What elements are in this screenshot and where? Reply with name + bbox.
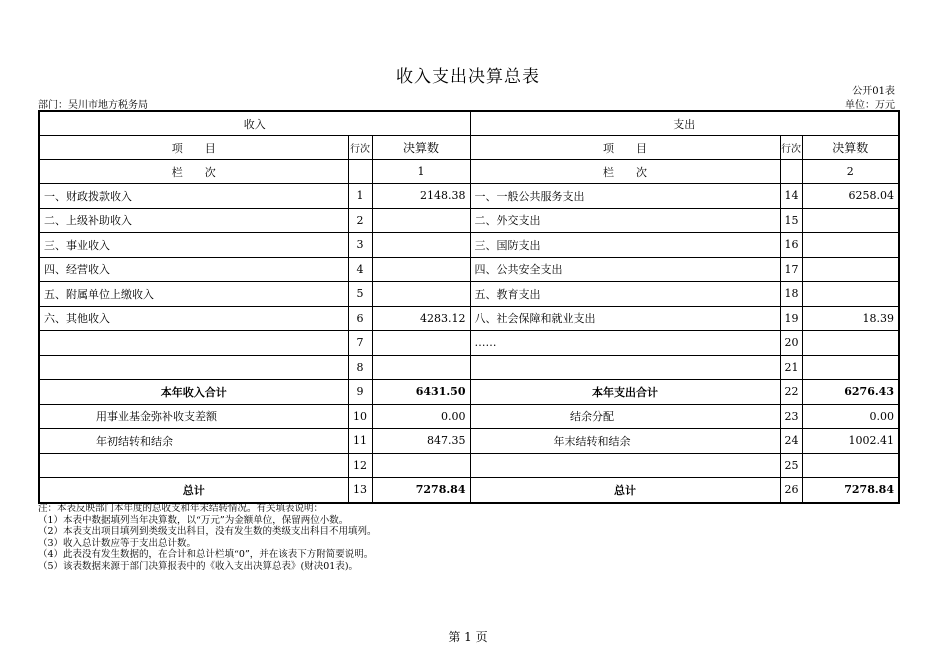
- column-index-row: [39, 160, 899, 184]
- expense-row-no-cell: 22: [780, 380, 802, 405]
- expense-item-header: 项 目: [470, 136, 780, 160]
- table-row: [39, 380, 899, 405]
- table-row: [39, 233, 899, 258]
- section-header-row: [39, 111, 899, 136]
- income-amount-cell: 2148.38: [372, 184, 470, 209]
- income-row-no-header: 行次: [348, 136, 372, 160]
- expense-amount-cell: [802, 257, 899, 282]
- department-label: 部门：吴川市地方税务局: [38, 100, 148, 111]
- table-row: [39, 404, 899, 429]
- income-row-no-cell: 12: [348, 453, 372, 478]
- expense-row-no-cell: 19: [780, 306, 802, 331]
- income-amount-cell: [372, 257, 470, 282]
- expense-item-cell: 结余分配: [470, 404, 780, 429]
- income-item-cell: 本年收入合计: [39, 380, 348, 405]
- table-row: [39, 331, 899, 356]
- income-amount-cell: [372, 282, 470, 307]
- table-body: [39, 184, 899, 503]
- expense-item-cell: 三、国防支出: [470, 233, 780, 258]
- expense-row-no-cell: 17: [780, 257, 802, 282]
- expense-row-no-cell: 25: [780, 453, 802, 478]
- expense-row-no-cell: 20: [780, 331, 802, 356]
- expense-item-cell: 五、教育支出: [470, 282, 780, 307]
- table-row: [39, 355, 899, 380]
- table-row: [39, 257, 899, 282]
- expense-amount-cell: [802, 233, 899, 258]
- table-row: [39, 208, 899, 233]
- table-row: [39, 453, 899, 478]
- income-item-cell: 一、财政拨款收入: [39, 184, 348, 209]
- expense-section-header: 支出: [470, 111, 899, 136]
- income-amount-cell: [372, 331, 470, 356]
- expense-amount-cell: 0.00: [802, 404, 899, 429]
- table-row: [39, 478, 899, 503]
- income-row-no-cell: 5: [348, 282, 372, 307]
- page-title: 收入支出决算总表: [396, 67, 540, 87]
- expense-amount-cell: [802, 453, 899, 478]
- notes-section: [38, 503, 377, 573]
- expense-amount-cell: [802, 331, 899, 356]
- income-row-no-cell: 3: [348, 233, 372, 258]
- unit-label: 单位：万元: [845, 100, 895, 111]
- expense-item-cell: 四、公共安全支出: [470, 257, 780, 282]
- expense-column-index-blank: [780, 160, 802, 184]
- income-row-no-cell: 2: [348, 208, 372, 233]
- income-amount-cell: 4283.12: [372, 306, 470, 331]
- income-row-no-cell: 11: [348, 429, 372, 454]
- income-amount-cell: [372, 453, 470, 478]
- income-row-no-cell: 9: [348, 380, 372, 405]
- expense-row-no-cell: 15: [780, 208, 802, 233]
- income-row-no-cell: 8: [348, 355, 372, 380]
- note-line: （1）本表中数据填列当年决算数，以“万元”为金额单位，保留两位小数。: [38, 514, 349, 526]
- expense-item-cell: 年末结转和结余: [470, 429, 780, 454]
- income-row-no-cell: 4: [348, 257, 372, 282]
- income-item-header: 项 目: [39, 136, 348, 160]
- column-header-row: [39, 136, 899, 160]
- expense-row-no-header: 行次: [780, 136, 802, 160]
- table-row: [39, 282, 899, 307]
- income-amount-header: 决算数: [372, 136, 470, 160]
- income-item-cell: 年初结转和结余: [39, 429, 348, 454]
- expense-row-no-cell: 23: [780, 404, 802, 429]
- note-line: 注：本表反映部门本年度的总收支和年末结转情况。有关填表说明：: [38, 503, 324, 514]
- income-column-index: 1: [372, 160, 470, 184]
- income-row-no-cell: 13: [348, 478, 372, 503]
- income-row-no-cell: 7: [348, 331, 372, 356]
- expense-column-index: 2: [802, 160, 899, 184]
- expense-row-no-cell: 24: [780, 429, 802, 454]
- expense-row-no-cell: 18: [780, 282, 802, 307]
- income-amount-cell: 7278.84: [372, 478, 470, 503]
- income-expense-table: [38, 110, 900, 504]
- income-amount-cell: [372, 233, 470, 258]
- expense-amount-cell: [802, 208, 899, 233]
- table-row: [39, 429, 899, 454]
- income-amount-cell: 847.35: [372, 429, 470, 454]
- expense-amount-cell: 18.39: [802, 306, 899, 331]
- income-column-label: 栏 次: [39, 160, 348, 184]
- expense-row-no-cell: 21: [780, 355, 802, 380]
- note-line: （4）此表没有发生数据的，在合计和总计栏填“0”，并在该表下方附简要说明。: [38, 549, 374, 561]
- expense-amount-cell: 1002.41: [802, 429, 899, 454]
- income-amount-cell: [372, 208, 470, 233]
- income-item-cell: 六、其他收入: [39, 306, 348, 331]
- expense-row-no-cell: 14: [780, 184, 802, 209]
- expense-item-cell: [470, 453, 780, 478]
- income-amount-cell: 6431.50: [372, 380, 470, 405]
- income-amount-cell: 0.00: [372, 404, 470, 429]
- form-number: 公开01表: [852, 86, 895, 97]
- expense-item-cell: [470, 355, 780, 380]
- expense-amount-header: 决算数: [802, 136, 899, 160]
- note-line: （3）收入总计数应等于支出总计数。: [38, 537, 197, 549]
- income-item-cell: 用事业基金弥补收支差额: [39, 404, 348, 429]
- income-item-cell: 四、经营收入: [39, 257, 348, 282]
- expense-row-no-cell: 16: [780, 233, 802, 258]
- income-item-cell: 二、上级补助收入: [39, 208, 348, 233]
- income-item-cell: [39, 331, 348, 356]
- note-line: （5）该表数据来源于部门决算报表中的《收入支出决算总表》(财决01表)。: [38, 560, 359, 572]
- note-line: （2）本表支出项目填列到类级支出科目，没有发生数的类级支出科目不用填列。: [38, 526, 377, 538]
- expense-item-cell: ……: [470, 331, 780, 356]
- expense-amount-cell: [802, 355, 899, 380]
- table-row: [39, 306, 899, 331]
- expense-item-cell: 一、一般公共服务支出: [470, 184, 780, 209]
- income-column-index-blank: [348, 160, 372, 184]
- income-item-cell: [39, 355, 348, 380]
- income-item-cell: 三、事业收入: [39, 233, 348, 258]
- page-number: 第 1 页: [448, 630, 488, 644]
- expense-item-cell: 本年支出合计: [470, 380, 780, 405]
- expense-amount-cell: 6258.04: [802, 184, 899, 209]
- expense-amount-cell: 7278.84: [802, 478, 899, 503]
- income-item-cell: 五、附属单位上缴收入: [39, 282, 348, 307]
- expense-amount-cell: [802, 282, 899, 307]
- income-section-header: 收入: [39, 111, 470, 136]
- income-row-no-cell: 10: [348, 404, 372, 429]
- expense-item-cell: 总计: [470, 478, 780, 503]
- income-item-cell: [39, 453, 348, 478]
- income-row-no-cell: 6: [348, 306, 372, 331]
- expense-item-cell: 八、社会保障和就业支出: [470, 306, 780, 331]
- expense-amount-cell: 6276.43: [802, 380, 899, 405]
- expense-row-no-cell: 26: [780, 478, 802, 503]
- income-row-no-cell: 1: [348, 184, 372, 209]
- expense-item-cell: 二、外交支出: [470, 208, 780, 233]
- income-amount-cell: [372, 355, 470, 380]
- table-row: [39, 184, 899, 209]
- income-item-cell: 总计: [39, 478, 348, 503]
- expense-column-label: 栏 次: [470, 160, 780, 184]
